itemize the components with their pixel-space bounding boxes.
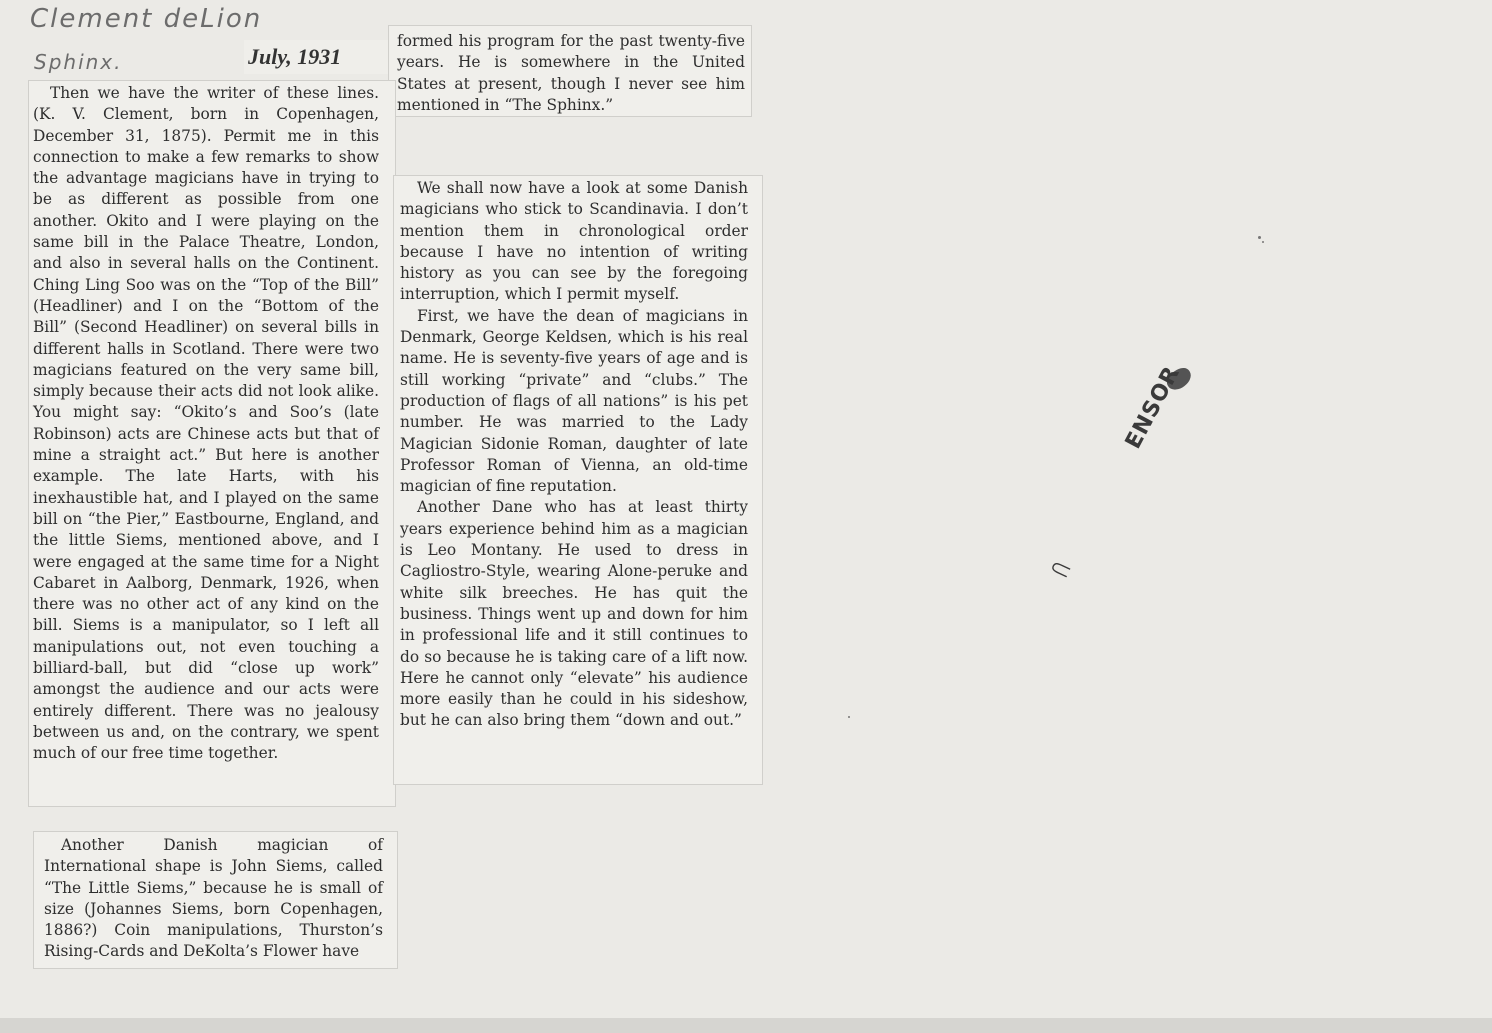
handwritten-magazine: Sphinx. xyxy=(34,50,123,74)
censor-stamp: ENSOR xyxy=(1120,361,1186,454)
clipping-clement xyxy=(28,80,396,807)
dust-speck xyxy=(1262,241,1264,243)
handwritten-author: Clement deLion xyxy=(30,4,263,34)
clipping-top-continuation xyxy=(388,25,752,117)
clipping-danish-magicians xyxy=(393,175,763,785)
clipping-paragraph: Another Danish magician of International shape is John Siems, called “The Little Siems,” because he is small of size (Johannes Siems, born Copenhagen, 1886?) Coin manipulations, Thurston’s Rising-Cards and DeKolta’s Flower have xyxy=(44,836,383,961)
pencil-mark: ⸦ xyxy=(1039,548,1082,593)
clipping-paragraph: Then we have the writer of these lines. (K. V. Clement, born in Copenhagen, December 31, 1875). Permit me in this connection to make a few remarks to show the advantage magicians have in trying to be as different as possible from one another. Okito and I were playing on the same bill in the Palace Theatre, London, and also in several halls on the Continent. Ching Ling Soo was on the “Top of the Bill” (Headliner) and I on the “Bottom of the Bill” (Second Headliner) on several bills in different halls in Scotland. There were two magicians featured on the very same bill, simply because their acts did not look alike. You might say: “Okito’s and Soo’s (late Robinson) acts are Chinese acts but that of mine a straight act.” But here is another example. The late Harts, with his inexhaustible hat, and I played on the same bill on “the Pier,” Eastbourne, England, and the little Siems, mentioned above, and I were engaged at the same time for a Night Cabaret in Aalborg, Denmark, 1926, when there was no other act of any kind on the bill. Siems is a manipulator, so I left all manipulations out, not even touching a billiard-ball, but did “close up work” amongst the audience and our acts were entirely different. There was no jealousy between us and, on the contrary, we spent much of our free time together. xyxy=(33,84,379,763)
clipping-paragraph: Another Dane who has at least thirty years experience behind him as a magician is Leo Montany. He used to dress in Cagliostro-Style, wearing Alone-peruke and white silk breeches. He has quit the business. Things went up and down for him in professional life and it still continues to do so because he is taking care of a lift now. Here he cannot only “elevate” his audience more easily than he could in his sideshow, but he can also bring them “down and out.” xyxy=(400,498,748,730)
clipping-paragraph: We shall now have a look at some Danish magicians who stick to Scandinavia. I don’t mention them in chronological order because I have no intention of writing history as you can see by the foregoing interruption, which I permit myself. xyxy=(400,179,748,304)
clipping-date: July, 1931 xyxy=(244,40,389,74)
clipping-paragraph: First, we have the dean of magicians in Denmark, George Keldsen, which is his real name. He is seventy-five years of age and is still working “private” and “clubs.” The production of flags of all nations” is his pet number. He was married to the Lady Magician Sidonie Roman, daughter of late Professor Roman of Vienna, an old-time magician of fine reputation. xyxy=(400,306,748,496)
dust-speck xyxy=(1258,236,1261,239)
page-bottom-edge xyxy=(0,1018,1492,1033)
clipping-paragraph: formed his program for the past twenty-five years. He is somewhere in the United States at present, though I never see him mentioned in “The Sphinx.” xyxy=(397,32,745,114)
clipping-siems xyxy=(33,831,398,969)
dust-speck xyxy=(848,716,850,718)
